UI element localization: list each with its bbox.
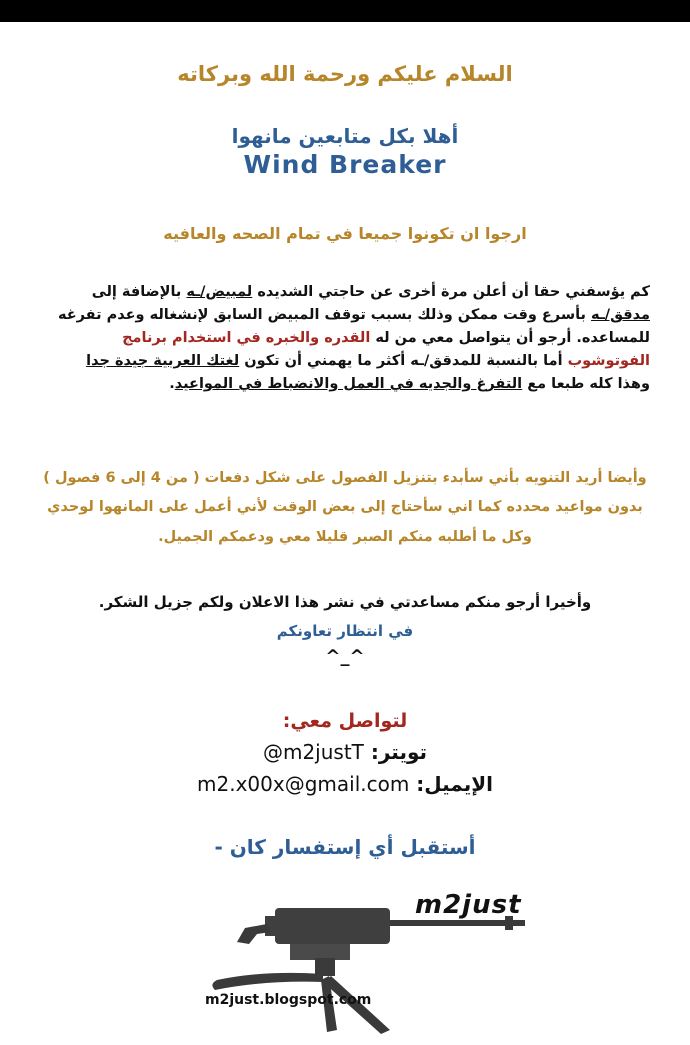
para1-text: كم يؤسفني حقا أن أعلن مرة أخرى عن حاجتي الشديده (252, 284, 650, 300)
series-title: Wind Breaker (243, 150, 447, 179)
welcome-line: أهلا بكل متابعين مانهوا (231, 124, 459, 148)
wish-text: ارجوا ان تكونوا جميعا في تمام الصحه والعافيه (163, 224, 527, 243)
commitment-highlight: التفرغ والجديه في العمل والانضباط في المواعيد (174, 376, 523, 392)
para1-line-3 (40, 327, 650, 350)
twitter-row (0, 740, 690, 764)
requirement-highlight: القدره والخبره في استخدام برنامج (122, 330, 371, 346)
para1-line-1 (40, 281, 650, 304)
emoticon: ^_^ (325, 646, 365, 667)
watermark (205, 880, 535, 1040)
watermark-url: m2just.blogspot.com (205, 992, 372, 1008)
contact-title: لتواصل معي: (282, 710, 408, 732)
arabic-skill-highlight: لغتك العربية جيدة جدا (86, 353, 240, 369)
para2-line-3: وكل ما أطلبه منكم الصبر قليلا معي ودعمكم الجميل. (158, 529, 532, 545)
para1-line-4 (40, 350, 650, 373)
email-row (0, 772, 690, 796)
awaiting-text: في انتظار تعاونكم (276, 622, 414, 640)
greeting: السلام عليكم ورحمة الله وبركاته (177, 62, 513, 86)
twitter-label: تويتر: (370, 740, 428, 764)
questions-text: أستقبل أي إستفسار كان - (214, 835, 476, 859)
para1-text: بالإضافة إلى (91, 284, 187, 300)
photoshop-highlight: الفوتوشوب (567, 353, 650, 369)
para1-text: أما بالنسبة للمدقق/ـه أكثر ما يهمني أن تكون (239, 353, 568, 369)
twitter-handle: m2justT@ (262, 740, 364, 764)
closing-text: وأخيرا أرجو منكم مساعدتي في نشر هذا الاعلان ولكم جزيل الشكر. (98, 593, 592, 611)
para2-line-1: وأيضا أريد التنويه بأني سأبدء بتنزيل الفصول على شكل دفعات ( من 4 إلى 6 فصول ) (43, 470, 647, 486)
para1-text: . (169, 376, 175, 392)
para2-line-2: بدون مواعيد محدده كما اني سأحتاج إلى بعض الوقت لأني أعمل على المانهوا لوحدي (47, 499, 643, 515)
proofreader-role: مدقق/ـه (591, 307, 650, 323)
watermark-logo: m2just (415, 890, 522, 920)
para1-text: وهذا كله طبعا مع (522, 376, 650, 392)
cleaner-role: لمبيض/ـه (186, 284, 253, 300)
para1-line-2 (40, 304, 650, 327)
email-address: m2.x00x@gmail.com (197, 772, 410, 796)
paragraph-request (40, 281, 650, 396)
top-bar (0, 0, 690, 22)
para1-line-5 (40, 373, 650, 396)
email-label: الإيميل: (416, 772, 493, 796)
para1-text: بأسرع وقت ممكن وذلك بسبب توقف المبيض السابق لإنشغاله وعدم تفرغه (57, 307, 592, 323)
para1-text: للمساعده. أرجو أن يتواصل معي من له (370, 330, 650, 346)
